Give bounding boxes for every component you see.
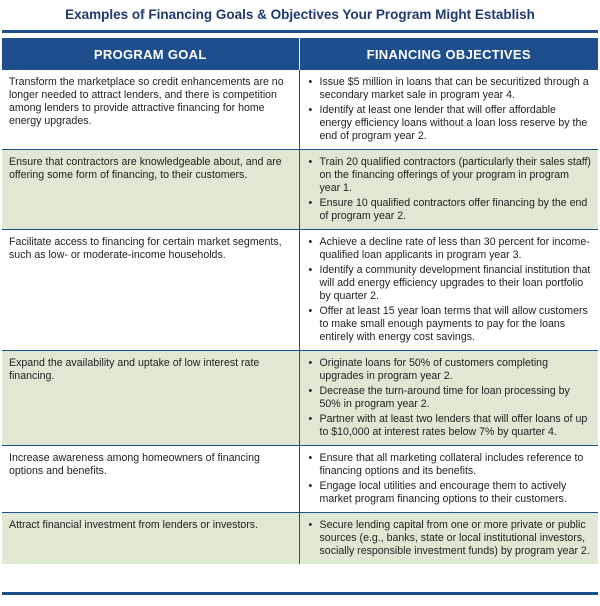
table-row — [2, 351, 598, 446]
financing-objectives-cell — [299, 230, 598, 351]
program-goal-cell: Attract financial investment from lenders or investors. — [2, 513, 299, 565]
table-row — [2, 230, 598, 351]
financing-objectives-cell — [299, 446, 598, 513]
table-row — [2, 446, 598, 513]
financing-objectives-cell — [299, 150, 598, 230]
table-row — [2, 513, 598, 565]
objective-item: • Partner with at least two lenders that will offer loans of up to $10,000 at interest rates below 7% by quarter 4. — [307, 413, 592, 439]
header-program-goal: PROGRAM GOAL — [2, 38, 299, 70]
objectives-list — [307, 357, 592, 439]
objective-item: • Identify a community development financial institution that will add energy efficiency upgrades to their loan portfolio by quarter 2. — [307, 264, 592, 303]
table-title: Examples of Financing Goals & Objectives Your Program Might Establish — [65, 7, 535, 22]
objective-item: • Engage local utilities and encourage them to actively market program financing options to their customers. — [307, 480, 592, 506]
objective-item: • Issue $5 million in loans that can be securitized through a secondary market sale in program year 4. — [307, 76, 592, 102]
program-goal-cell: Ensure that contractors are knowledgeable about, and are offering some form of financing, to their customers. — [2, 150, 299, 230]
bottom-rule — [2, 592, 598, 595]
financing-objectives-cell — [299, 351, 598, 446]
financing-objectives-cell — [299, 70, 598, 150]
objectives-list — [307, 76, 592, 143]
objectives-list — [307, 156, 592, 223]
table-row — [2, 70, 598, 150]
objective-item: • Ensure 10 qualified contractors offer financing by the end of program year 2. — [307, 197, 592, 223]
program-goal-cell: Expand the availability and uptake of low interest rate financing. — [2, 351, 299, 446]
objective-item: • Ensure that all marketing collateral includes reference to financing options and its benefits. — [307, 452, 592, 478]
objectives-list — [307, 519, 592, 558]
objective-item: • Originate loans for 50% of customers completing upgrades in program year 2. — [307, 357, 592, 383]
financing-objectives-cell — [299, 513, 598, 565]
objective-item: • Achieve a decline rate of less than 30 percent for income-qualified loan applicants in program year 3. — [307, 236, 592, 262]
program-goal-cell: Facilitate access to financing for certain market segments, such as low- or moderate-income households. — [2, 230, 299, 351]
header-financing-objectives: FINANCING OBJECTIVES — [299, 38, 598, 70]
objective-item: • Decrease the turn-around time for loan processing by 50% in program year 2. — [307, 385, 592, 411]
top-rule — [2, 30, 598, 33]
objectives-list — [307, 236, 592, 344]
program-goal-cell: Increase awareness among homeowners of financing options and benefits. — [2, 446, 299, 513]
goals-objectives-table — [2, 38, 598, 564]
objective-item: • Identify at least one lender that will offer affordable energy efficiency loans without a loan loss reserve by the end of program year 2. — [307, 104, 592, 143]
objective-item: • Train 20 qualified contractors (particularly their sales staff) on the financing offerings of your program in program year 1. — [307, 156, 592, 195]
table-row — [2, 150, 598, 230]
objective-item: • Secure lending capital from one or more private or public sources (e.g., banks, state or local institutional investors, socially responsible investment funds) by program year 2. — [307, 519, 592, 558]
objective-item: • Offer at least 15 year loan terms that will allow customers to make small enough payments to pay for the loans entirely with energy cost savings. — [307, 305, 592, 344]
objectives-list — [307, 452, 592, 506]
program-goal-cell: Transform the marketplace so credit enhancements are no longer needed to attract lenders, and there is competition among lenders to provide attractive financing for home energy upgrades. — [2, 70, 299, 150]
header-row — [2, 38, 598, 70]
